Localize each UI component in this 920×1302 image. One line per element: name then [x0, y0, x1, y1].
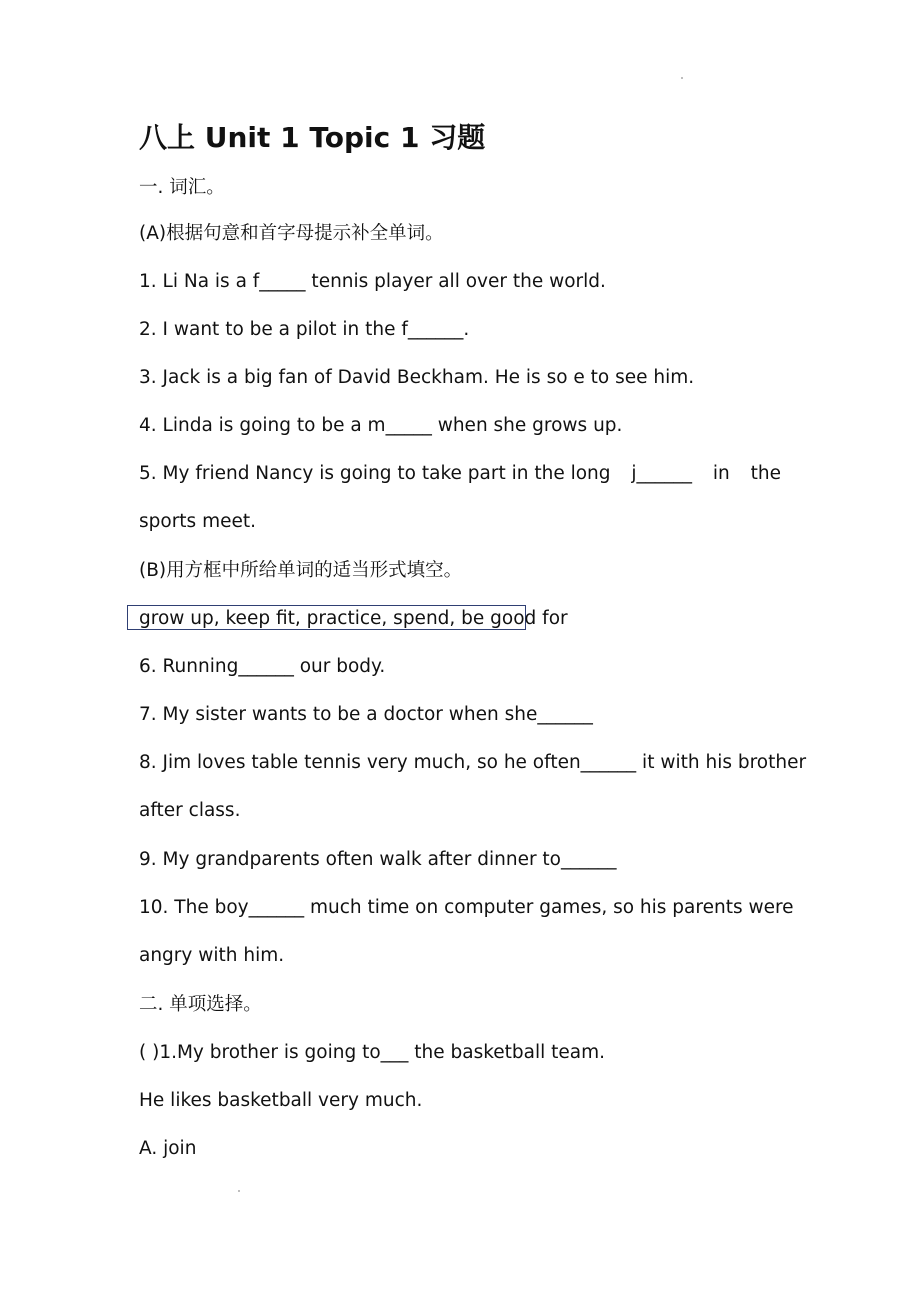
- question-9: 9. My grandparents often walk after dinner to______: [139, 849, 617, 870]
- question-10-continuation: angry with him.: [139, 945, 285, 966]
- part-b-instruction: (B)用方框中所给单词的适当形式填空。: [139, 560, 463, 581]
- section-heading-multiple-choice: 二. 单项选择。: [139, 994, 262, 1015]
- question-7: 7. My sister wants to be a doctor when she______: [139, 704, 593, 725]
- mc-question-1-context: He likes basketball very much.: [139, 1090, 423, 1111]
- question-5-blank: j______: [631, 463, 693, 484]
- question-4: 4. Linda is going to be a m_____ when she grows up.: [139, 415, 623, 436]
- question-3: 3. Jack is a big fan of David Beckham. He is so e to see him.: [139, 367, 695, 388]
- mc-question-1: ( )1.My brother is going to___ the basketball team.: [139, 1042, 606, 1063]
- scan-speck: [238, 1190, 240, 1192]
- question-8-continuation: after class.: [139, 800, 241, 821]
- question-5-word-the: the: [750, 463, 781, 484]
- page-title: 八上 Unit 1 Topic 1 习题: [139, 121, 486, 154]
- question-2: 2. I want to be a pilot in the f______.: [139, 319, 470, 340]
- question-5-word-in: in: [712, 463, 730, 484]
- question-5-text: 5. My friend Nancy is going to take part in the long: [139, 463, 611, 484]
- scan-speck: [681, 77, 683, 79]
- question-8: 8. Jim loves table tennis very much, so he often______ it with his brother: [139, 752, 807, 773]
- mc-question-1-option-a: A. join: [139, 1138, 197, 1159]
- question-10: 10. The boy______ much time on computer games, so his parents were: [139, 897, 794, 918]
- question-5-continuation: sports meet.: [139, 511, 256, 532]
- question-5: [139, 462, 781, 486]
- part-a-instruction: (A)根据句意和首字母提示补全单词。: [139, 223, 444, 244]
- word-bank: grow up, keep fit, practice, spend, be good for: [139, 608, 568, 629]
- question-6: 6. Running______ our body.: [139, 656, 386, 677]
- question-1: 1. Li Na is a f_____ tennis player all over the world.: [139, 271, 606, 292]
- section-heading-vocabulary: 一. 词汇。: [139, 177, 225, 198]
